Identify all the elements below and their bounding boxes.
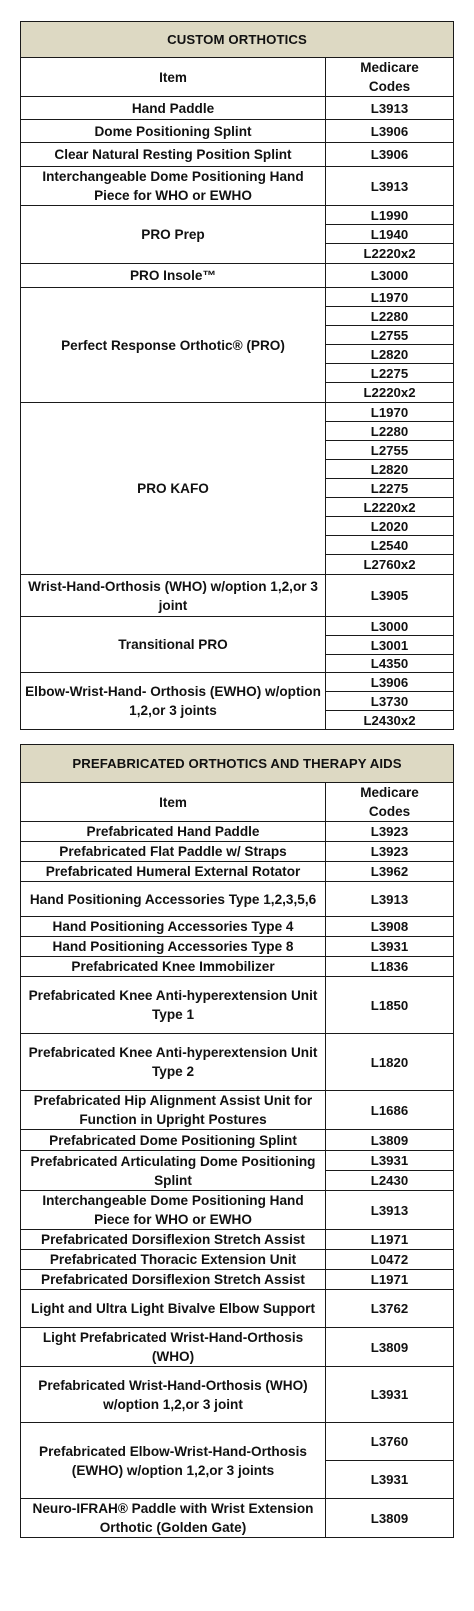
custom-medicare-code: L3906	[326, 120, 454, 143]
prefab-table-row	[21, 1367, 454, 1423]
custom-medicare-code: L2220x2	[326, 498, 454, 517]
prefab-item-name: Prefabricated Hand Paddle	[21, 822, 326, 842]
prefab-medicare-code: L1686	[326, 1091, 454, 1130]
prefab-item-name: Prefabricated Knee Anti-hyperextension Unit Type 1	[21, 977, 326, 1034]
custom-medicare-code: L2760x2	[326, 555, 454, 575]
prefab-medicare-code: L1971	[326, 1230, 454, 1250]
prefabricated-orthotics-title: PREFABRICATED ORTHOTICS AND THERAPY AIDS	[21, 745, 454, 783]
prefab-table-row	[21, 1423, 454, 1461]
prefab-medicare-code: L3762	[326, 1290, 454, 1328]
custom-item-name: PRO KAFO	[21, 403, 326, 575]
custom-medicare-code: L2280	[326, 307, 454, 326]
prefab-table-row	[21, 842, 454, 862]
prefab-table-row	[21, 937, 454, 957]
prefab-medicare-code: L1850	[326, 977, 454, 1034]
prefab-item-name: Light and Ultra Light Bivalve Elbow Support	[21, 1290, 326, 1328]
custom-column-codes-line1: Medicare	[360, 60, 419, 75]
custom-table-row	[21, 120, 454, 143]
custom-table-row	[21, 617, 454, 636]
prefab-item-name: Prefabricated Flat Paddle w/ Straps	[21, 842, 326, 862]
custom-item-name: Elbow-Wrist-Hand- Orthosis (EWHO) w/option 1,2,or 3 joints	[21, 673, 326, 730]
custom-table-row	[21, 403, 454, 422]
prefab-medicare-code: L1971	[326, 1270, 454, 1290]
prefab-column-codes-line2: Codes	[368, 804, 411, 819]
prefab-medicare-code: L3931	[326, 1151, 454, 1171]
prefab-medicare-code: L2430	[326, 1171, 454, 1191]
custom-orthotics-table	[20, 21, 454, 730]
custom-medicare-code: L2755	[326, 326, 454, 345]
custom-medicare-code: L3906	[326, 673, 454, 692]
prefab-table-row	[21, 1499, 454, 1538]
custom-item-name: Hand Paddle	[21, 97, 326, 120]
prefab-medicare-code: L3931	[326, 1461, 454, 1499]
custom-orthotics-body	[21, 22, 454, 730]
prefab-item-name: Hand Positioning Accessories Type 1,2,3,5,6	[21, 882, 326, 917]
custom-medicare-code: L1990	[326, 206, 454, 225]
prefab-medicare-code: L3923	[326, 822, 454, 842]
prefab-table-row	[21, 1290, 454, 1328]
custom-medicare-code: L2220x2	[326, 244, 454, 264]
prefab-item-name: Prefabricated Articulating Dome Positioning Splint	[21, 1151, 326, 1191]
custom-medicare-code: L2820	[326, 345, 454, 364]
prefab-medicare-code: L1836	[326, 957, 454, 977]
custom-medicare-code: L2540	[326, 536, 454, 555]
custom-table-row	[21, 167, 454, 206]
prefab-table-row	[21, 957, 454, 977]
custom-medicare-code: L3001	[326, 636, 454, 655]
prefab-table-row	[21, 882, 454, 917]
custom-item-name: Transitional PRO	[21, 617, 326, 673]
prefab-medicare-code: L0472	[326, 1250, 454, 1270]
custom-medicare-code: L3913	[326, 97, 454, 120]
custom-table-row	[21, 673, 454, 692]
custom-medicare-code: L2275	[326, 479, 454, 498]
prefab-column-codes-line1: Medicare	[360, 785, 419, 800]
custom-item-name: Wrist-Hand-Orthosis (WHO) w/option 1,2,or 3 joint	[21, 575, 326, 617]
custom-medicare-code: L3906	[326, 143, 454, 167]
prefab-medicare-code: L3962	[326, 862, 454, 882]
custom-column-medicare-codes	[326, 58, 454, 97]
prefab-item-name: Prefabricated Thoracic Extension Unit	[21, 1250, 326, 1270]
prefab-table-row	[21, 1270, 454, 1290]
prefab-column-item: Item	[21, 783, 326, 822]
custom-orthotics-title: CUSTOM ORTHOTICS	[21, 22, 454, 58]
prefab-table-row	[21, 1130, 454, 1151]
custom-item-name: PRO Prep	[21, 206, 326, 264]
prefab-medicare-code: L3913	[326, 882, 454, 917]
prefab-medicare-code: L3913	[326, 1191, 454, 1230]
prefab-medicare-code: L3809	[326, 1130, 454, 1151]
prefab-table-row	[21, 1230, 454, 1250]
prefab-item-name: Prefabricated Dorsiflexion Stretch Assist	[21, 1270, 326, 1290]
custom-medicare-code: L3905	[326, 575, 454, 617]
prefab-item-name: Prefabricated Dorsiflexion Stretch Assist	[21, 1230, 326, 1250]
prefab-medicare-code: L3760	[326, 1423, 454, 1461]
custom-medicare-code: L2220x2	[326, 383, 454, 403]
prefab-medicare-code: L3931	[326, 937, 454, 957]
prefab-medicare-code: L3809	[326, 1328, 454, 1367]
custom-medicare-code: L3913	[326, 167, 454, 206]
prefab-medicare-code: L3809	[326, 1499, 454, 1538]
prefab-item-name: Hand Positioning Accessories Type 4	[21, 917, 326, 937]
custom-table-row	[21, 575, 454, 617]
prefab-medicare-code: L3908	[326, 917, 454, 937]
custom-medicare-code: L1970	[326, 288, 454, 307]
prefab-table-row	[21, 1034, 454, 1091]
prefabricated-orthotics-table	[20, 744, 454, 1538]
custom-table-row	[21, 143, 454, 167]
custom-medicare-code: L3000	[326, 617, 454, 636]
custom-item-name: Perfect Response Orthotic® (PRO)	[21, 288, 326, 403]
custom-table-row	[21, 97, 454, 120]
prefab-table-row	[21, 822, 454, 842]
custom-column-item: Item	[21, 58, 326, 97]
custom-medicare-code: L3000	[326, 264, 454, 288]
prefab-table-row	[21, 1328, 454, 1367]
prefab-item-name: Prefabricated Hip Alignment Assist Unit for Function in Upright Postures	[21, 1091, 326, 1130]
custom-table-row	[21, 288, 454, 307]
prefab-table-row	[21, 1250, 454, 1270]
custom-column-codes-line2: Codes	[368, 79, 411, 94]
prefab-medicare-code: L3931	[326, 1367, 454, 1423]
custom-item-name: Dome Positioning Splint	[21, 120, 326, 143]
custom-medicare-code: L2430x2	[326, 711, 454, 730]
prefab-column-medicare-codes	[326, 783, 454, 822]
prefab-item-name: Prefabricated Dome Positioning Splint	[21, 1130, 326, 1151]
custom-item-name: Clear Natural Resting Position Splint	[21, 143, 326, 167]
prefabricated-orthotics-body	[21, 745, 454, 1538]
custom-medicare-code: L1970	[326, 403, 454, 422]
prefab-item-name: Hand Positioning Accessories Type 8	[21, 937, 326, 957]
custom-medicare-code: L3730	[326, 692, 454, 711]
custom-table-row	[21, 264, 454, 288]
custom-medicare-code: L2820	[326, 460, 454, 479]
prefab-table-row	[21, 1191, 454, 1230]
prefab-item-name: Prefabricated Humeral External Rotator	[21, 862, 326, 882]
prefab-item-name: Prefabricated Elbow-Wrist-Hand-Orthosis (EWHO) w/option 1,2,or 3 joints	[21, 1423, 326, 1499]
custom-table-row	[21, 206, 454, 225]
custom-medicare-code: L2275	[326, 364, 454, 383]
prefab-item-name: Neuro-IFRAH® Paddle with Wrist Extension Orthotic (Golden Gate)	[21, 1499, 326, 1538]
prefab-item-name: Light Prefabricated Wrist-Hand-Orthosis (WHO)	[21, 1328, 326, 1367]
prefab-table-row	[21, 1091, 454, 1130]
prefab-table-row	[21, 862, 454, 882]
prefab-medicare-code: L3923	[326, 842, 454, 862]
prefab-table-row	[21, 1151, 454, 1171]
prefab-item-name: Prefabricated Wrist-Hand-Orthosis (WHO) w/option 1,2,or 3 joint	[21, 1367, 326, 1423]
custom-medicare-code: L2280	[326, 422, 454, 441]
prefab-medicare-code: L1820	[326, 1034, 454, 1091]
custom-medicare-code: L2755	[326, 441, 454, 460]
prefab-item-name: Prefabricated Knee Immobilizer	[21, 957, 326, 977]
prefab-table-row	[21, 917, 454, 937]
custom-item-name: Interchangeable Dome Positioning Hand Piece for WHO or EWHO	[21, 167, 326, 206]
custom-medicare-code: L2020	[326, 517, 454, 536]
prefab-table-row	[21, 977, 454, 1034]
custom-item-name: PRO Insole™	[21, 264, 326, 288]
prefab-item-name: Prefabricated Knee Anti-hyperextension Unit Type 2	[21, 1034, 326, 1091]
custom-medicare-code: L1940	[326, 225, 454, 244]
prefab-item-name: Interchangeable Dome Positioning Hand Piece for WHO or EWHO	[21, 1191, 326, 1230]
custom-medicare-code: L4350	[326, 655, 454, 673]
